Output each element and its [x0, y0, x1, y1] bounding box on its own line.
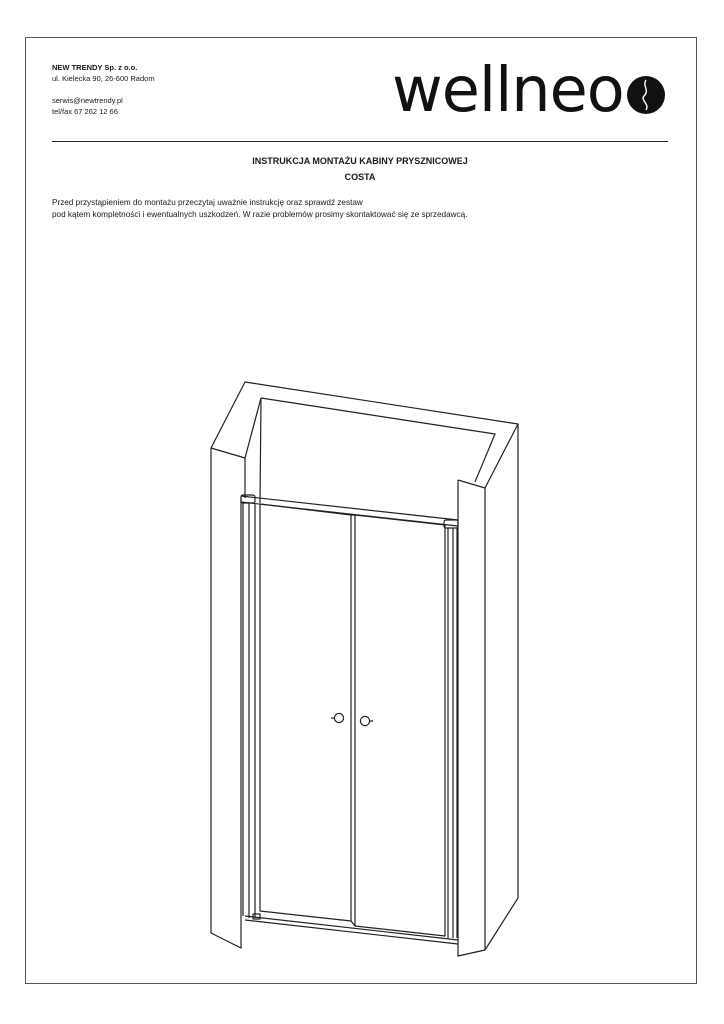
shower-enclosure-drawing-icon	[205, 378, 525, 958]
company-name: NEW TRENDY Sp. z o.o.	[52, 63, 138, 72]
wellneo-logo	[392, 64, 674, 126]
company-info	[52, 62, 155, 84]
document-subtitle: COSTA	[344, 172, 376, 182]
header-divider	[52, 141, 668, 142]
contact-email: serwis@newtrendy.pl	[52, 96, 123, 105]
intro-line-2: pod kątem kompletności i ewentualnych uszkodzeń. W razie problemów prosimy skontaktować się ze sprzedawcą.	[52, 210, 468, 219]
contact-info	[52, 95, 123, 117]
intro-line-1: Przed przystąpieniem do montażu przeczytaj uważnie instrukcję oraz sprawdź zestaw	[52, 198, 363, 207]
company-address: ul. Kielecka 90, 26-600 Radom	[52, 74, 155, 83]
document-title: INSTRUKCJA MONTAŻU KABINY PRYSZNICOWEJ	[252, 156, 468, 166]
logo-wordmark: wellneo	[392, 64, 624, 126]
contact-phone: tel/fax 67 262 12 66	[52, 107, 118, 116]
intro-text	[52, 197, 612, 221]
